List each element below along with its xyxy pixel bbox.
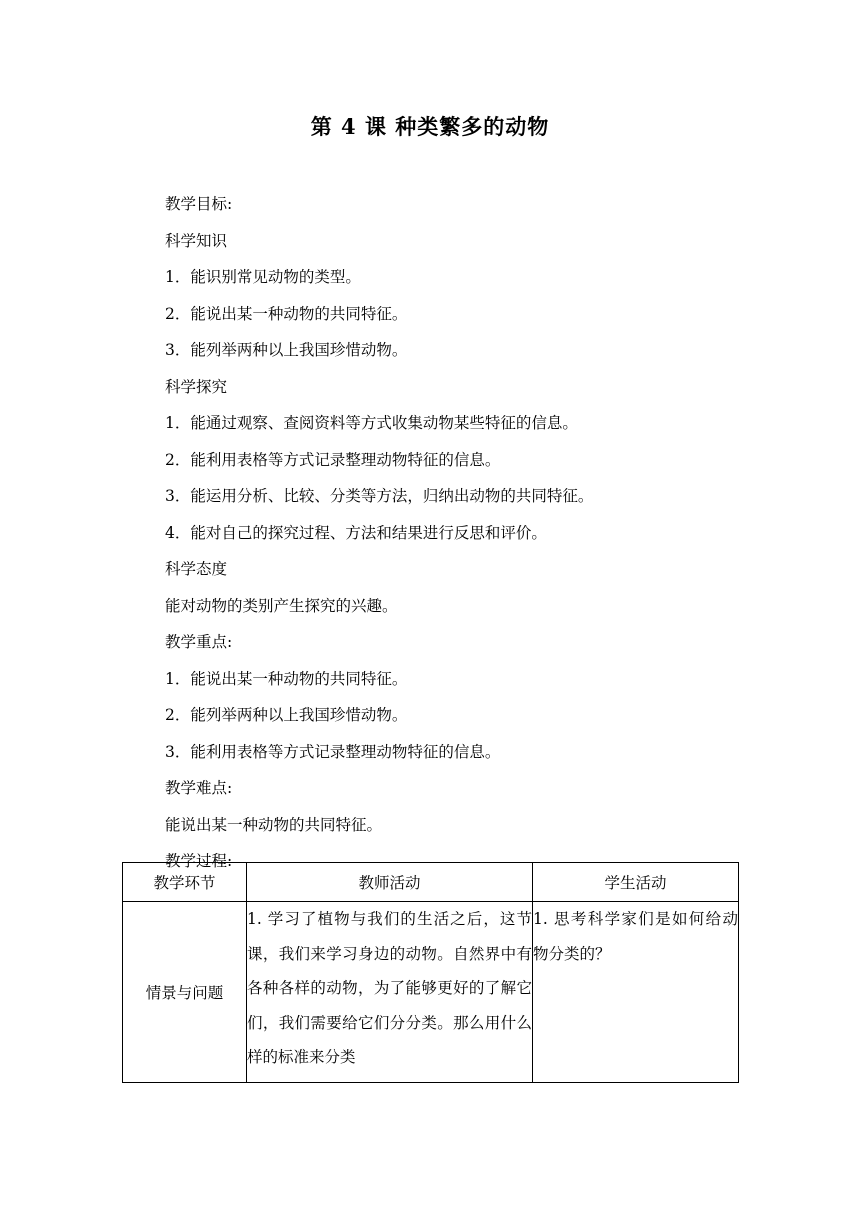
header-student-activity: 学生活动: [533, 863, 739, 902]
difficulty-item: 能说出某一种动物的共同特征。: [165, 815, 383, 834]
knowledge-item: 2．能说出某一种动物的共同特征。: [165, 304, 408, 323]
knowledge-item: 3．能列举两种以上我国珍惜动物。: [165, 341, 408, 359]
page-title: 第 4 课 种类繁多的动物: [310, 114, 550, 139]
cell-teacher-activity: 1. 学习了植物与我们的生活之后，这节课，我们来学习身边的动物。自然界中有各种各样的动物，为了能够更好的了解它们，我们需要给它们分分类。那么用什么样的标准来分类: [247, 902, 533, 1083]
cell-student-activity: 1. 思考科学家们是如何给动物分类的？: [533, 902, 739, 1083]
key-point-item: 3．能利用表格等方式记录整理动物特征的信息。: [165, 742, 501, 761]
inquiry-item: 2．能利用表格等方式记录整理动物特征的信息。: [165, 450, 501, 469]
header-teacher-activity: 教师活动: [247, 863, 533, 902]
inquiry-item: 1．能通过观察、查阅资料等方式收集动物某些特征的信息。: [165, 414, 578, 432]
objectives-heading: 教学目标:: [165, 195, 233, 213]
teaching-process-table: [122, 862, 739, 1083]
table-row: [123, 902, 739, 1083]
difficulty-heading: 教学难点:: [165, 779, 233, 797]
cell-stage: 情景与问题: [123, 902, 247, 1083]
inquiry-item: 3．能运用分析、比较、分类等方法，归纳出动物的共同特征。: [165, 487, 594, 505]
key-point-item: 1．能说出某一种动物的共同特征。: [165, 669, 408, 688]
knowledge-heading: 科学知识: [165, 231, 228, 250]
inquiry-heading: 科学探究: [165, 377, 228, 396]
knowledge-item: 1．能识别常见动物的类型。: [165, 268, 361, 286]
key-points-heading: 教学重点:: [165, 633, 233, 651]
key-point-item: 2．能列举两种以上我国珍惜动物。: [165, 706, 408, 724]
attitude-heading: 科学态度: [165, 560, 228, 578]
attitude-item: 能对动物的类别产生探究的兴趣。: [165, 596, 398, 615]
inquiry-item: 4．能对自己的探究过程、方法和结果进行反思和评价。: [165, 523, 547, 542]
header-stage: 教学环节: [123, 863, 247, 902]
table-header-row: [123, 863, 739, 902]
process-heading: 教学过程:: [165, 852, 233, 870]
lesson-body: [165, 186, 765, 880]
